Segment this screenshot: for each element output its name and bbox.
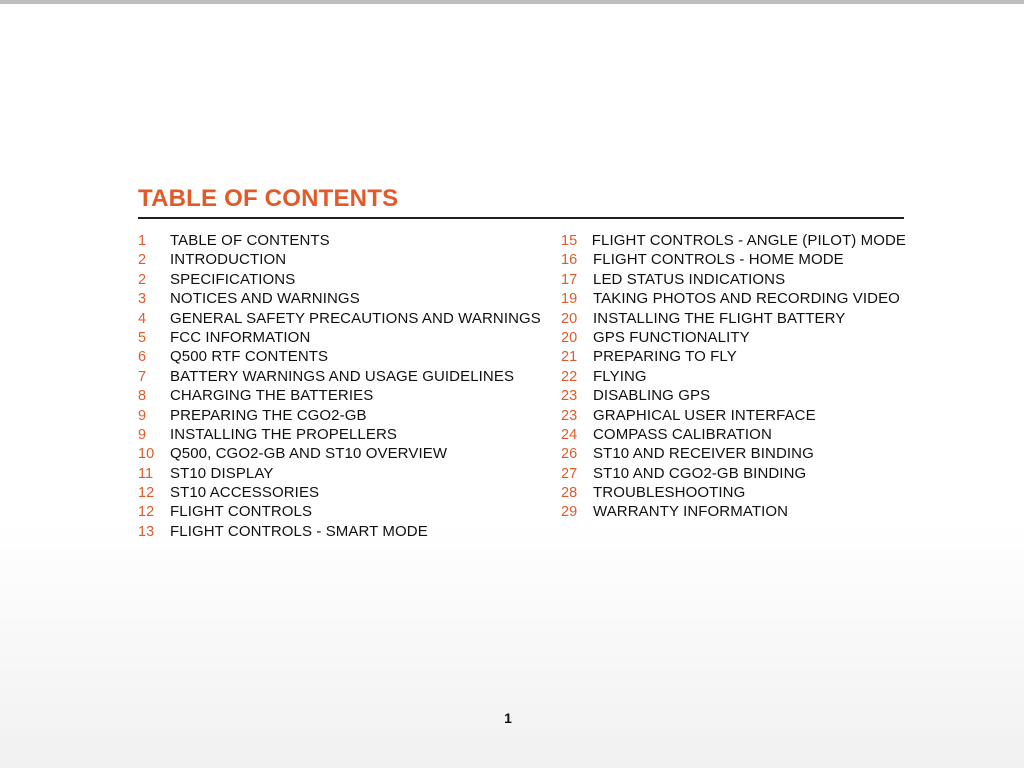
toc-entry-label: ST10 DISPLAY [170, 464, 274, 482]
toc-entry-page-number: 29 [561, 504, 578, 521]
toc-entry-page-number: 16 [561, 252, 578, 269]
toc-entry[interactable] [561, 328, 906, 347]
toc-entry-label: GPS FUNCTIONALITY [593, 328, 750, 346]
toc-entry[interactable] [138, 289, 558, 308]
toc-left-column [138, 231, 558, 541]
toc-entry-page-number: 6 [138, 349, 147, 366]
toc-entry-page-number: 17 [561, 271, 578, 288]
toc-entry-page-number: 21 [561, 349, 578, 366]
toc-entry-page-number: 9 [138, 407, 147, 424]
toc-entry-label: SPECIFICATIONS [170, 270, 296, 288]
toc-entry-page-number: 28 [561, 485, 578, 502]
toc-entry-label: INSTALLING THE FLIGHT BATTERY [593, 309, 846, 327]
toc-entry[interactable] [561, 386, 906, 405]
toc-entry[interactable] [138, 347, 558, 366]
toc-entry-label: FLIGHT CONTROLS - ANGLE (PILOT) MODE [591, 232, 906, 249]
toc-entry-page-number: 10 [138, 446, 155, 463]
toc-entry-label: FLIGHT CONTROLS - SMART MODE [170, 522, 428, 540]
toc-entry-page-number: 27 [561, 465, 578, 482]
toc-entry-page-number: 26 [561, 446, 578, 463]
toc-entry-label: GRAPHICAL USER INTERFACE [593, 406, 816, 424]
toc-entry[interactable] [138, 483, 558, 502]
toc-entry-label: FLYING [593, 367, 647, 385]
toc-title: TABLE OF CONTENTS [138, 185, 399, 212]
toc-entry[interactable] [138, 425, 558, 444]
toc-entry-label: FLIGHT CONTROLS - HOME MODE [593, 251, 844, 269]
toc-entry[interactable] [561, 347, 906, 366]
toc-entry[interactable] [561, 502, 906, 521]
toc-entry-page-number: 9 [138, 426, 147, 443]
toc-entry[interactable] [561, 289, 906, 308]
toc-entry-label: ST10 AND RECEIVER BINDING [593, 445, 814, 463]
toc-entry-label: TABLE OF CONTENTS [170, 232, 330, 249]
viewer-top-border [0, 0, 1024, 4]
toc-entry-page-number: 2 [138, 252, 147, 269]
toc-entry-page-number: 19 [561, 291, 578, 308]
toc-entry[interactable] [138, 270, 558, 289]
toc-entry-label: PREPARING TO FLY [593, 348, 737, 366]
toc-entry-label: TAKING PHOTOS AND RECORDING VIDEO [593, 290, 900, 308]
toc-entry-label: GENERAL SAFETY PRECAUTIONS AND WARNINGS [170, 309, 541, 327]
toc-entry[interactable] [138, 522, 558, 541]
toc-entry-label: PREPARING THE CGO2-GB [170, 406, 367, 424]
toc-entry-page-number: 23 [561, 407, 578, 424]
toc-entry-page-number: 8 [138, 388, 147, 405]
toc-entry[interactable] [138, 309, 558, 328]
toc-entry-label: ST10 ACCESSORIES [170, 484, 320, 502]
toc-entry-page-number: 15 [561, 233, 578, 249]
toc-entry[interactable] [138, 444, 558, 463]
toc-entry-label: CHARGING THE BATTERIES [170, 387, 374, 405]
toc-entry-page-number: 12 [138, 485, 155, 502]
toc-entry[interactable] [138, 406, 558, 425]
toc-entry[interactable] [561, 483, 906, 502]
toc-entry[interactable] [561, 367, 906, 386]
toc-entry-page-number: 13 [138, 523, 155, 540]
toc-entry[interactable] [561, 425, 906, 444]
toc-entry[interactable] [138, 464, 558, 483]
toc-entry[interactable] [561, 250, 906, 269]
toc-entry-label: COMPASS CALIBRATION [593, 425, 772, 443]
toc-entry-page-number: 12 [138, 504, 155, 521]
toc-entry[interactable] [561, 464, 906, 483]
toc-entry-label: Q500, CGO2-GB AND ST10 OVERVIEW [170, 445, 448, 463]
toc-entry-page-number: 7 [138, 368, 147, 385]
toc-entry-label: DISABLING GPS [593, 387, 711, 405]
toc-entry[interactable] [561, 444, 906, 463]
toc-entry[interactable] [561, 231, 906, 250]
toc-entry-page-number: 2 [138, 271, 147, 288]
toc-entry-label: FCC INFORMATION [170, 328, 311, 346]
toc-entry[interactable] [138, 250, 558, 269]
toc-entry[interactable] [561, 270, 906, 289]
toc-entry[interactable] [138, 502, 558, 521]
toc-entry-label: BATTERY WARNINGS AND USAGE GUIDELINES [170, 367, 515, 385]
toc-entry-label: INTRODUCTION [170, 251, 287, 269]
toc-entry-page-number: 11 [138, 465, 154, 482]
toc-entry-label: TROUBLESHOOTING [593, 484, 746, 502]
toc-entry[interactable] [138, 328, 558, 347]
toc-entry-page-number: 4 [138, 310, 147, 327]
toc-entry[interactable] [561, 406, 906, 425]
toc-entry-page-number: 3 [138, 291, 147, 308]
toc-entry-page-number: 23 [561, 388, 578, 405]
toc-entry-page-number: 22 [561, 368, 578, 385]
toc-entry-page-number: 5 [138, 329, 147, 346]
toc-entry-label: INSTALLING THE PROPELLERS [170, 425, 398, 443]
table-of-contents [138, 184, 906, 540]
title-underline [138, 217, 904, 219]
toc-entry-page-number: 24 [561, 426, 578, 443]
toc-right-column [561, 231, 906, 522]
toc-entry-page-number: 1 [138, 233, 147, 249]
toc-entry[interactable] [138, 231, 558, 250]
toc-entry-page-number: 20 [561, 329, 578, 346]
toc-entry-label: WARRANTY INFORMATION [593, 503, 789, 521]
toc-entry-label: NOTICES AND WARNINGS [170, 290, 360, 308]
toc-entry[interactable] [561, 309, 906, 328]
toc-entry-label: FLIGHT CONTROLS [170, 503, 313, 521]
toc-entry[interactable] [138, 386, 558, 405]
toc-entry-label: LED STATUS INDICATIONS [593, 270, 786, 288]
page-number: 1 [504, 710, 512, 726]
toc-entry-label: Q500 RTF CONTENTS [170, 348, 329, 366]
toc-entry-label: ST10 AND CGO2-GB BINDING [593, 464, 807, 482]
toc-entry[interactable] [138, 367, 558, 386]
toc-entry-page-number: 20 [561, 310, 578, 327]
